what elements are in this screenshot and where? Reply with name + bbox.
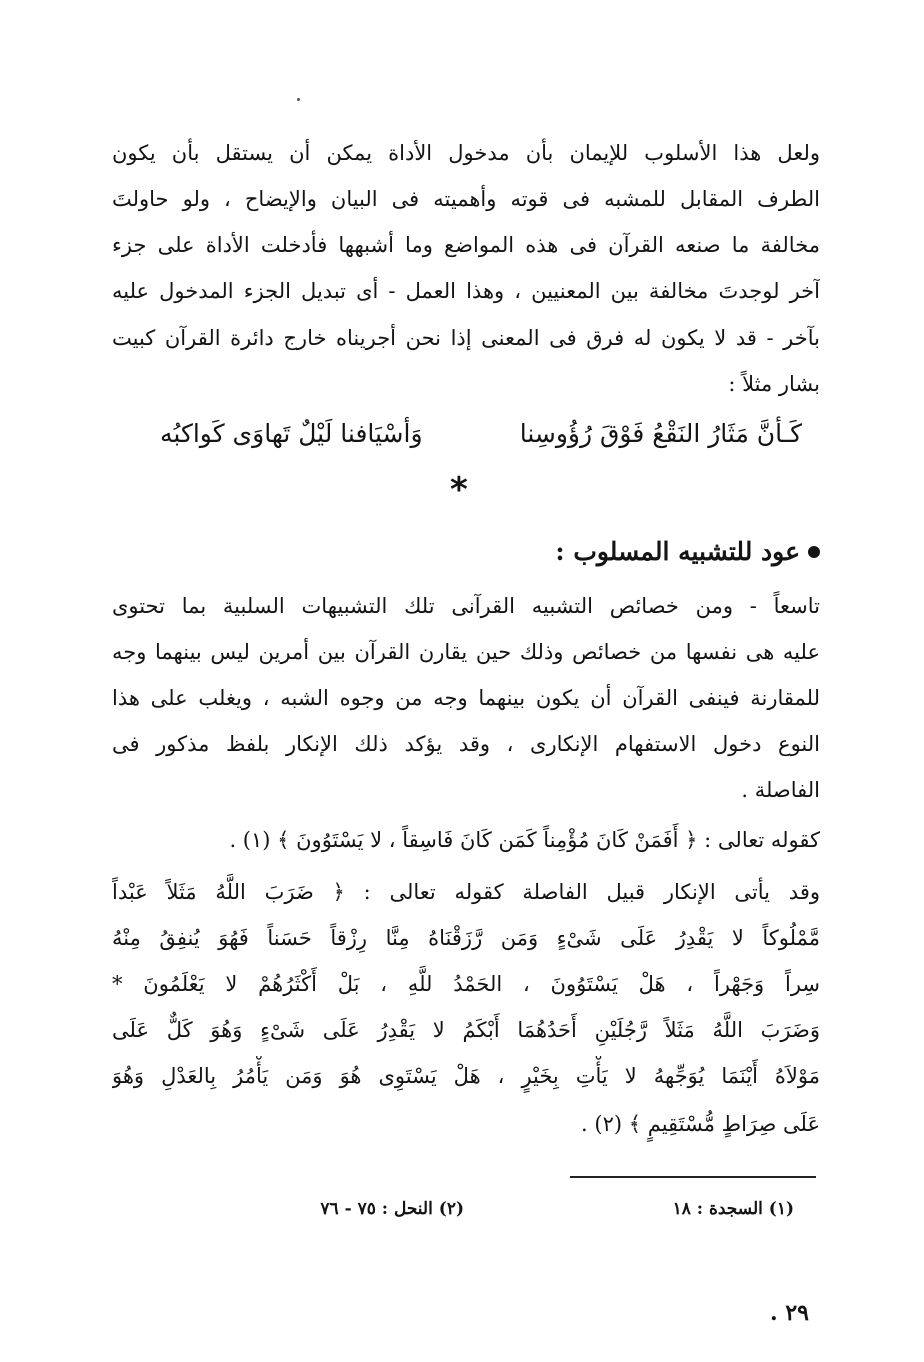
paragraph1-line: بآخر - قد لا يكون له فرق فى المعنى إذا نحن أجريناه خارج دائرة القرآن كبيت [112, 326, 820, 350]
paragraph2-line: تاسعاً - ومن خصائص التشبيه القرآنى تلك التشبيهات السلبية بما تحتوى [112, 594, 820, 618]
section-separator-asterisk: * [450, 470, 468, 510]
verse-second-hemistich: وَأسْيَافنا لَيْلٌ تَهاوَى كَواكبُه [160, 419, 423, 448]
paragraph2-line: للمقارنة فينفى القرآن أن يكون بينهما وجه من وجوه الشبه ، ويغلب على هذا [112, 686, 820, 710]
paragraph3-line: وقد يأتى الإنكار قبيل الفاصلة كقوله تعالى : ﴿ ضَرَبَ اللَّهُ مَثَلاً عَبْداً [112, 880, 820, 904]
paragraph1-line: مخالفة ما صنعه القرآن فى هذه المواضع وما أشبهها فأدخلت الأداة على جزء [112, 233, 820, 257]
quran-quote-line: كقوله تعالى : ﴿ أَفَمَنْ كَانَ مُؤْمِناً كَمَن كَانَ فَاسِقاً ، لا يَسْتَوُونَ ﴾ (١) . [229, 828, 820, 852]
paragraph2-line: النوع دخول الاستفهام الإنكارى ، وقد يؤكد ذلك الإنكار بلفظ مذكور فى [112, 732, 820, 756]
paragraph1-line: ولعل هذا الأسلوب للإيمان بأن مدخول الأداة يمكن أن يستقل بأن يكون [112, 141, 820, 165]
paragraph3-line: وَضَرَبَ اللَّهُ مَثَلاً رَّجُلَيْنِ أَحَدُهُمَا أَبْكَمُ لا يَقْدِرُ عَلَى شَىْءٍ وَهُوَ كَلٌّ عَلَى [112, 1018, 820, 1042]
paragraph1-line: الطرف المقابل للمشبه فى قوته وأهميته فى البيان والإيضاح ، ولو حاولتَ [112, 187, 820, 211]
paragraph3-line: عَلَى صِرَاطٍ مُّسْتَقِيمٍ ﴾ (٢) . [581, 1112, 820, 1136]
verse-first-hemistich: كَـأنَّ مَثَارُ النَقْعُ فَوْقَ رُؤُوسِنا [519, 419, 802, 448]
footnote-2: (٢) النحل : ٧٥ - ٧٦ [320, 1199, 464, 1219]
footnote-divider [570, 1176, 816, 1178]
paragraph3-line: سِراً وَجَهْراً ، هَلْ يَسْتَوُونَ ، الحَمْدُ للَّهِ ، بَلْ أَكْثَرُهُمْ لا يَعْلَمُونَ * [112, 972, 820, 996]
paragraph1-line: بشار مثلاً : [728, 372, 820, 396]
paragraph3-line: مَوْلاَهُ أَيْنَمَا يُوَجِّههُ لا يَأْتِ بِخَيْرٍ ، هَلْ يَسْتَوِى هُوَ وَمَن يَأْمُرُ بِالعَدْلِ وَهُوَ [112, 1064, 820, 1088]
paragraph2-line: الفاصلة . [741, 778, 820, 802]
paragraph1-line: آخر لوجدتَ مخالفة بين المعنيين ، وهذا العمل - أى تبديل الجزء المدخول عليه [112, 279, 820, 303]
section-heading [555, 530, 820, 574]
bullet-icon [808, 546, 820, 558]
section-heading-text: عود للتشبيه المسلوب : [555, 537, 800, 566]
page-number: ٢٩ . [770, 1300, 809, 1326]
paragraph2-line: عليه هى نفسها من خصائص وذلك حين يقارن القرآن بين أمرين ليس بينهما وجه [112, 640, 820, 664]
speck-mark [297, 98, 300, 101]
footnote-1: (١) السجدة : ١٨ [672, 1199, 794, 1219]
paragraph3-line: مَّمْلُوكاً لا يَقْدِرُ عَلَى شَىْءٍ وَمَن رَّزَقْنَاهُ مِنَّا رِزْقاً حَسَناً فَهُوَ يُنفِقُ مِنْهُ [112, 926, 820, 950]
